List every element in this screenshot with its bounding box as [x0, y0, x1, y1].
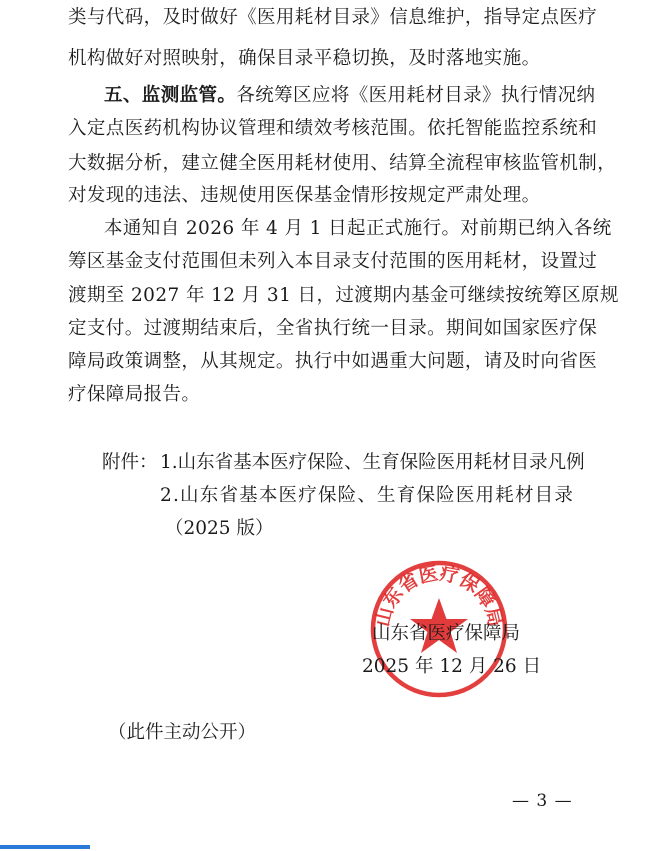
public-disclosure-note: （此件主动公开）: [108, 722, 257, 743]
attachment-label: 附件：: [102, 452, 158, 473]
body-line-1: 类与代码，及时做好《医用耗材目录》信息维护，指导定点医疗: [68, 7, 598, 28]
seal-text: 山东省医疗保障局: [371, 562, 507, 629]
body-line-11: 疗保障局报告。: [68, 384, 201, 405]
section-five-line: [104, 84, 624, 108]
section-five-text: 各统筹区应将《医用耗材目录》执行情况纳: [236, 85, 596, 106]
body-line-10: 障局政策调整，从其规定。执行中如遇重大问题，请及时向省医: [68, 351, 598, 372]
body-line-3: 入定点医药机构协议管理和绩效考核范围。依托智能监控系统和: [68, 118, 598, 139]
body-line-6: 本通知自 2026 年 4 月 1 日起正式施行。对前期已纳入各统: [104, 218, 612, 239]
issuer-name: 山东省医疗保障局: [372, 623, 521, 644]
body-line-2: 机构做好对照映射，确保目录平稳切换，及时落地实施。: [68, 48, 541, 69]
attachment-item-2-edition: （2025 版）: [165, 518, 274, 539]
body-line-9: 定支付。过渡期结束后，全省执行统一目录。期间如国家医疗保: [68, 318, 598, 339]
attachment-item-2: 2.山东省基本医疗保险、生育保险医用耗材目录: [160, 485, 575, 506]
section-five-heading: 五、监测监管。: [104, 85, 237, 106]
body-line-5: 对发现的违法、违规使用医保基金情形按规定严肃处理。: [68, 185, 541, 206]
attachment-item-1: 1.山东省基本医疗保险、生育保险医用耗材目录凡例: [160, 452, 585, 473]
body-line-4: 大数据分析，建立健全医用耗材使用、结算全流程审核监管机制，: [68, 153, 617, 174]
bottom-accent-bar: [0, 845, 90, 849]
body-line-7: 筹区基金支付范围但未列入本目录支付范围的医用耗材，设置过: [68, 251, 598, 272]
issue-date: 2025 年 12 月 26 日: [362, 656, 542, 677]
page-number: — 3 —: [512, 791, 573, 811]
body-line-8: 渡期至 2027 年 12 月 31 日，过渡期内基金可继续按统筹区原规: [68, 285, 619, 306]
